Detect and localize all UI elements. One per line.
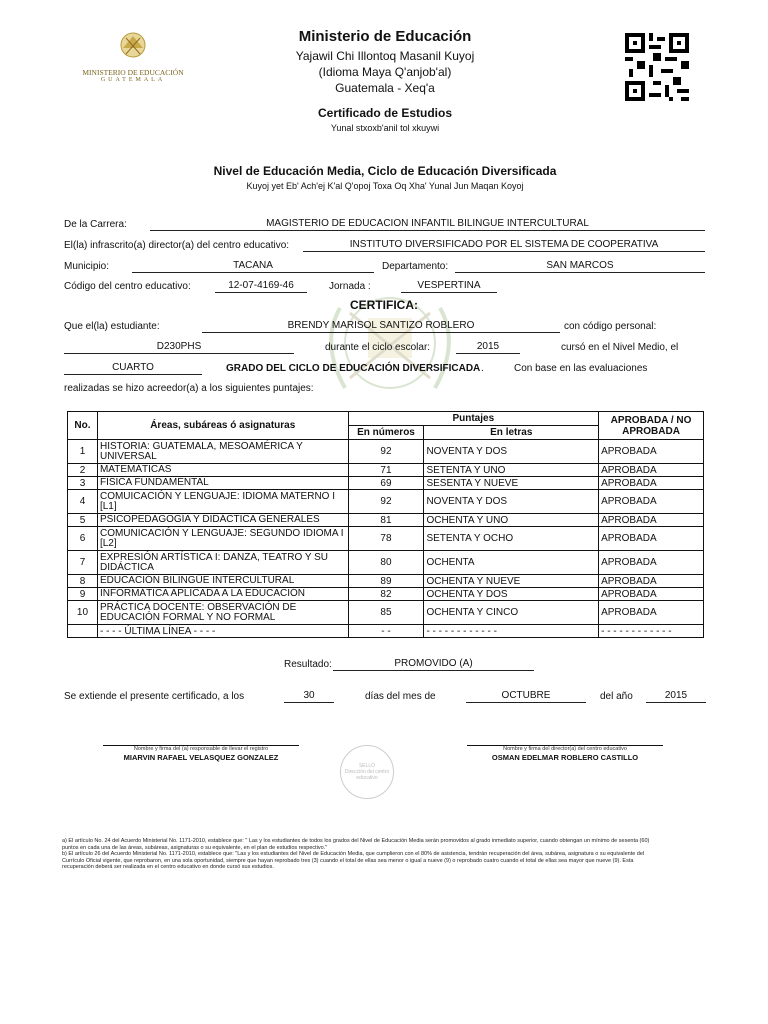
row-score-number: 85	[348, 601, 424, 625]
municipio-label: Municipio:	[64, 261, 110, 272]
row-area: MATEMÁTICAS	[97, 464, 348, 477]
row-score-words: SESENTA Y NUEVE	[424, 477, 599, 490]
row-area: HISTORIA: GUATEMALA, MESOAMÉRICA Y UNIVERSAL	[97, 440, 348, 464]
extiende-label: Se extiende el presente certificado, a los	[64, 691, 245, 702]
row-area: EDUCACIÓN BILINGÜE INTERCULTURAL	[97, 575, 348, 588]
left-signature-caption: Nombre y firma del (a) responsable de llevar el registro	[133, 746, 269, 752]
row-number: 7	[68, 551, 98, 575]
logo-country: GUATEMALA	[100, 77, 166, 83]
header-letras: En letras	[424, 426, 599, 440]
row-area: FÍSICA FUNDAMENTAL	[97, 477, 348, 490]
ciclo-value: 2015	[456, 341, 520, 354]
coat-of-arms-icon	[68, 28, 198, 63]
row-number	[68, 625, 98, 638]
row-number: 2	[68, 464, 98, 477]
row-status: APROBADA	[599, 551, 704, 575]
result-label: Resultado:	[284, 659, 332, 670]
carrera-label: De la Carrera:	[64, 219, 127, 230]
row-number: 6	[68, 527, 98, 551]
codigo-personal-label: con código personal:	[564, 321, 657, 332]
codigo-personal-value: D230PHS	[64, 341, 294, 354]
row-area: COMUICACIÓN Y LENGUAJE: IDIOMA MATERNO I [L1]	[97, 490, 348, 514]
certificate-subtitle: Yunal stxoxb'anil tol xkuywi	[330, 123, 440, 133]
estudiante-label: Que el(la) estudiante:	[64, 321, 160, 332]
header-line-1: Yajawil Chi Illontoq Masanil Kuyoj	[295, 49, 475, 63]
table-row-last	[68, 625, 704, 638]
header-numeros: En números	[348, 426, 424, 440]
departamento-value: SAN MARCOS	[455, 260, 705, 273]
header-no: No.	[68, 412, 98, 440]
row-status: APROBADA	[599, 575, 704, 588]
qr-code-icon	[625, 33, 689, 101]
jornada-value: VESPERTINA	[401, 280, 497, 293]
header-areas: Áreas, subáreas ó asignaturas	[97, 412, 348, 440]
director-label: El(la) infrascrito(a) director(a) del centro educativo:	[64, 240, 290, 251]
realizadas-label: realizadas se hizo acreedor(a) a los siguientes puntajes:	[64, 383, 314, 394]
logo-text: MINISTERIO DE EDUCACIÓN	[82, 68, 184, 77]
row-score-number: 92	[348, 490, 424, 514]
row-area: PRÁCTICA DOCENTE: OBSERVACIÓN DE EDUCACIÓN FORMAL Y NO FORMAL	[97, 601, 348, 625]
seal-sublabel: Dirección del centro educativo	[344, 769, 390, 781]
extiende-anio: 2015	[646, 690, 706, 703]
table-row	[68, 551, 704, 575]
right-signature-name: OSMAN EDELMAR ROBLERO CASTILLO	[491, 753, 639, 762]
row-score-number: 71	[348, 464, 424, 477]
table-row	[68, 440, 704, 464]
row-score-number: 92	[348, 440, 424, 464]
table-row	[68, 490, 704, 514]
row-score-number: 69	[348, 477, 424, 490]
row-area: INFORMÁTICA APLICADA A LA EDUCACIÓN	[97, 588, 348, 601]
grado-value: CUARTO	[64, 362, 202, 375]
last-line-area: - - - - ÚLTIMA LÍNEA - - - -	[97, 625, 348, 638]
row-score-words: SETENTA Y UNO	[424, 464, 599, 477]
row-score-words: OCHENTA	[424, 551, 599, 575]
ministry-logo	[68, 28, 198, 83]
result-value: PROMOVIDO (A)	[333, 658, 534, 671]
row-score-number: 78	[348, 527, 424, 551]
row-number: 4	[68, 490, 98, 514]
grades-table	[67, 411, 704, 638]
row-status: APROBADA	[599, 464, 704, 477]
estudiante-value: BRENDY MARISOL SANTIZO ROBLERO	[202, 320, 560, 333]
row-status: APROBADA	[599, 490, 704, 514]
last-line-status: - - - - - - - - - - - -	[599, 625, 704, 638]
row-score-number: 89	[348, 575, 424, 588]
extiende-anio-label: del año	[600, 691, 633, 702]
header-line-2: (Idioma Maya Q'anjob'al)	[318, 65, 452, 79]
row-number: 10	[68, 601, 98, 625]
row-score-number: 82	[348, 588, 424, 601]
row-score-words: NOVENTA Y DOS	[424, 490, 599, 514]
row-status: APROBADA	[599, 601, 704, 625]
certifica-heading: CERTIFICA:	[350, 298, 418, 312]
curso-label: cursó en el Nivel Medio, el	[561, 342, 679, 353]
jornada-label: Jornada :	[329, 281, 371, 292]
seal-label: SELLO	[358, 763, 376, 769]
row-number: 8	[68, 575, 98, 588]
table-row	[68, 601, 704, 625]
row-number: 9	[68, 588, 98, 601]
row-area: PSICOPEDAGOGÍA Y DIDÁCTICA GENERALES	[97, 514, 348, 527]
row-score-words: SETENTA Y OCHO	[424, 527, 599, 551]
last-line-number: - -	[348, 625, 424, 638]
header-line-3: Guatemala - Xeq'a	[335, 81, 435, 95]
row-score-number: 80	[348, 551, 424, 575]
period-text: .	[481, 363, 484, 374]
level-subtitle: Kuyoj yet Eb' Ach'ej K'al Q'opoj Toxa Oq Xha' Yunal Jun Maqan Koyoj	[246, 181, 524, 191]
footnotes	[62, 838, 662, 871]
director-value: INSTITUTO DIVERSIFICADO POR EL SISTEMA DE COOPERATIVA	[303, 239, 705, 252]
row-status: APROBADA	[599, 440, 704, 464]
right-signature-caption: Nombre y firma del director(a) del centro educativo	[503, 746, 627, 752]
row-status: APROBADA	[599, 527, 704, 551]
header-puntajes: Puntajes	[348, 412, 599, 426]
table-row	[68, 477, 704, 490]
level-title: Nivel de Educación Media, Ciclo de Educación Diversificada	[213, 164, 557, 178]
codigo-value: 12-07-4169-46	[215, 280, 307, 293]
row-score-words: OCHENTA Y UNO	[424, 514, 599, 527]
seal-stamp	[340, 745, 394, 799]
row-score-words: NOVENTA Y DOS	[424, 440, 599, 464]
row-score-words: OCHENTA Y DOS	[424, 588, 599, 601]
extiende-mes: OCTUBRE	[466, 690, 586, 703]
base-label: Con base en las evaluaciones	[514, 363, 648, 374]
row-score-words: OCHENTA Y CINCO	[424, 601, 599, 625]
table-row	[68, 588, 704, 601]
carrera-value: MAGISTERIO DE EDUCACION INFANTIL BILINGUE INTERCULTURAL	[150, 218, 705, 231]
ministry-title: Ministerio de Educación	[298, 28, 472, 45]
left-signature-name: MIARVIN RAFAEL VELASQUEZ GONZALEZ	[123, 753, 279, 762]
grado-label: GRADO DEL CICLO DE EDUCACIÓN DIVERSIFICADA	[226, 363, 481, 374]
table-row	[68, 527, 704, 551]
header-aprobada: APROBADA / NO APROBADA	[599, 412, 704, 440]
row-status: APROBADA	[599, 588, 704, 601]
row-score-number: 81	[348, 514, 424, 527]
row-status: APROBADA	[599, 477, 704, 490]
codigo-label: Código del centro educativo:	[64, 281, 191, 292]
ciclo-label: durante el ciclo escolar:	[325, 342, 431, 353]
table-row	[68, 514, 704, 527]
municipio-value: TACANA	[132, 260, 374, 273]
extiende-dias-label: días del mes de	[365, 691, 436, 702]
row-number: 3	[68, 477, 98, 490]
row-area: COMUNICACIÓN Y LENGUAJE: SEGUNDO IDIOMA I [L2]	[97, 527, 348, 551]
footnote-b: b) El artículo 26 del Acuerdo Ministerial No. 1171-2010, establece que: "Las y los estudiantes del Nivel de Educación Media, que cumplieron con el 80% de asistencia, tendrán recuperación del área, subárea, asignatura o su equivalente del Currículo Oficial vigente, que reprobaron, en una sola oportunidad, siempre que hayan reprobado tres (3) cuando el total de ellas sea menor o igual a nueve (9) o reprobado cuatro cuando el total de ellas sea mayor que nueve (9). Esta recuperación deberá ser realizada en el centro educativo en donde cursó sus estudios.	[62, 851, 645, 870]
row-area: EXPRESIÓN ARTÍSTICA I: DANZA, TEATRO Y SU DIDÁCTICA	[97, 551, 348, 575]
row-number: 5	[68, 514, 98, 527]
footnote-a: a) El artículo No. 24 del Acuerdo Ministerial No. 1171-2010, establece que: " Las y los estudiantes de todos los grados del Nivel de Educación Media serán promovidos al grado inmediato superior, cuando obtengan un mínimo de sesenta (60) puntos en cada una de las áreas, subáreas, asignaturas o su equivalente, en el plan de estudios respectivo."	[62, 838, 650, 851]
extiende-dia: 30	[284, 690, 334, 703]
table-row	[68, 575, 704, 588]
row-status: APROBADA	[599, 514, 704, 527]
row-number: 1	[68, 440, 98, 464]
table-row	[68, 464, 704, 477]
certificate-title: Certificado de Estudios	[317, 106, 453, 120]
last-line-words: - - - - - - - - - - - -	[424, 625, 599, 638]
departamento-label: Departamento:	[382, 261, 449, 272]
row-score-words: OCHENTA Y NUEVE	[424, 575, 599, 588]
